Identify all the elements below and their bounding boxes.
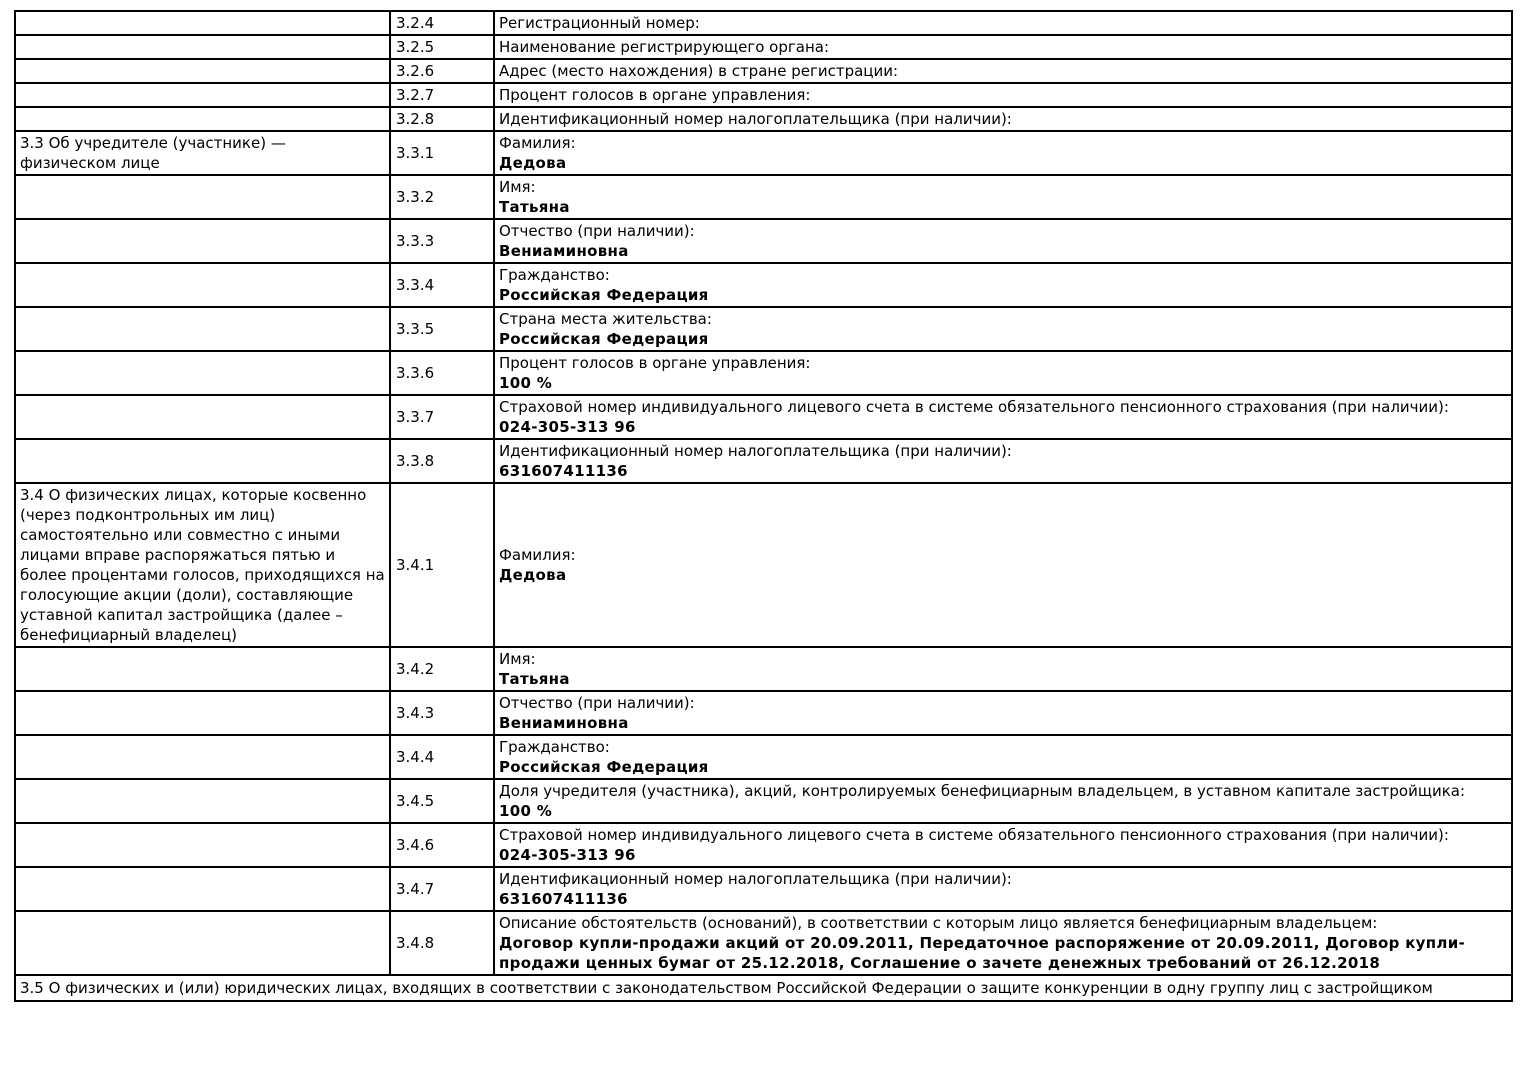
content-cell — [494, 59, 1512, 83]
section-label-cell — [15, 647, 390, 691]
content-cell — [494, 779, 1512, 823]
section-label-cell — [15, 83, 390, 107]
content-cell — [494, 263, 1512, 307]
content-cell — [494, 867, 1512, 911]
field-value: 024-305-313 96 — [499, 418, 636, 436]
field-label: Страховой номер индивидуального лицевого счета в системе обязательного пенсионного страхования (при наличии): — [499, 826, 1449, 844]
section-label-cell — [15, 911, 390, 975]
item-number-cell: 3.4.1 — [390, 483, 494, 647]
field-value: Дедова — [499, 566, 567, 584]
table-row — [15, 11, 1512, 35]
content-cell — [494, 131, 1512, 175]
item-number-cell: 3.3.6 — [390, 351, 494, 395]
content-cell — [494, 11, 1512, 35]
section-label-cell — [15, 395, 390, 439]
section-label-cell — [15, 175, 390, 219]
table-row — [15, 395, 1512, 439]
table-row — [15, 691, 1512, 735]
content-cell — [494, 823, 1512, 867]
field-value: 631607411136 — [499, 890, 628, 908]
field-label: Наименование регистрирующего органа: — [499, 38, 829, 56]
field-label: Имя: — [499, 178, 536, 196]
table-row — [15, 131, 1512, 175]
field-label: Фамилия: — [499, 546, 576, 564]
item-number-cell: 3.4.2 — [390, 647, 494, 691]
section-label-cell — [15, 691, 390, 735]
field-value: Татьяна — [499, 198, 570, 216]
content-cell — [494, 175, 1512, 219]
content-cell — [494, 351, 1512, 395]
item-number-cell: 3.3.1 — [390, 131, 494, 175]
field-value: Дедова — [499, 154, 567, 172]
table-row — [15, 83, 1512, 107]
section-label-cell — [15, 219, 390, 263]
field-value: Татьяна — [499, 670, 570, 688]
item-number-cell: 3.2.5 — [390, 35, 494, 59]
section-label-cell — [15, 35, 390, 59]
section-label-cell — [15, 823, 390, 867]
field-label: Фамилия: — [499, 134, 576, 152]
field-value: 631607411136 — [499, 462, 628, 480]
item-number-cell: 3.4.8 — [390, 911, 494, 975]
field-label: Процент голосов в органе управления: — [499, 86, 811, 104]
section-label-cell: 3.3 Об учредителе (участнике) — физическом лице — [15, 131, 390, 175]
content-cell — [494, 483, 1512, 647]
content-cell — [494, 735, 1512, 779]
item-number-cell: 3.3.5 — [390, 307, 494, 351]
content-cell — [494, 911, 1512, 975]
field-value: Российская Федерация — [499, 330, 709, 348]
item-number-cell: 3.3.8 — [390, 439, 494, 483]
field-value: Вениаминовна — [499, 242, 629, 260]
content-cell — [494, 83, 1512, 107]
field-value: Российская Федерация — [499, 758, 709, 776]
section-label-cell — [15, 351, 390, 395]
item-number-cell: 3.4.6 — [390, 823, 494, 867]
table-row — [15, 823, 1512, 867]
table-row — [15, 35, 1512, 59]
section-label-cell — [15, 307, 390, 351]
item-number-cell: 3.2.8 — [390, 107, 494, 131]
field-label: Отчество (при наличии): — [499, 694, 695, 712]
section-label-cell — [15, 11, 390, 35]
item-number-cell: 3.4.7 — [390, 867, 494, 911]
field-value: Российская Федерация — [499, 286, 709, 304]
field-value: 100 % — [499, 802, 553, 820]
section-label-cell — [15, 439, 390, 483]
section-label-cell: 3.4 О физических лицах, которые косвенно (через подконтрольных им лиц) самостоятельно или совместно с иными лицами вправе распоряжаться пятью и более процентами голосов, приходящихся на голосующие акции (доли), составляющие уставной капитал застройщика (далее – бенефициарный владелец) — [15, 483, 390, 647]
table-row — [15, 867, 1512, 911]
table-row — [15, 175, 1512, 219]
table-row — [15, 219, 1512, 263]
item-number-cell: 3.2.7 — [390, 83, 494, 107]
field-value: 024-305-313 96 — [499, 846, 636, 864]
content-cell — [494, 647, 1512, 691]
item-number-cell: 3.3.3 — [390, 219, 494, 263]
section-label-cell — [15, 867, 390, 911]
table-row — [15, 439, 1512, 483]
item-number-cell: 3.3.2 — [390, 175, 494, 219]
content-cell — [494, 35, 1512, 59]
field-label: Идентификационный номер налогоплательщика (при наличии): — [499, 442, 1012, 460]
item-number-cell: 3.2.6 — [390, 59, 494, 83]
field-label: Гражданство: — [499, 266, 610, 284]
item-number-cell: 3.2.4 — [390, 11, 494, 35]
table-row — [15, 107, 1512, 131]
field-label: Отчество (при наличии): — [499, 222, 695, 240]
content-cell — [494, 395, 1512, 439]
field-label: Адрес (место нахождения) в стране регистрации: — [499, 62, 899, 80]
field-label: Описание обстоятельств (оснований), в соответствии с которым лицо является бенефициарным владельцем: — [499, 914, 1378, 932]
content-cell — [494, 219, 1512, 263]
table-row — [15, 307, 1512, 351]
field-label: Регистрационный номер: — [499, 14, 700, 32]
field-label: Страховой номер индивидуального лицевого счета в системе обязательного пенсионного страхования (при наличии): — [499, 398, 1449, 416]
field-label: Идентификационный номер налогоплательщика (при наличии): — [499, 870, 1012, 888]
section-label-cell — [15, 263, 390, 307]
field-label: Идентификационный номер налогоплательщика (при наличии): — [499, 110, 1012, 128]
footer-cell: 3.5 О физических и (или) юридических лицах, входящих в соответствии с законодательством Российской Федерации о защите конкуренции в одну группу лиц с застройщиком — [15, 975, 1512, 1001]
table-row — [15, 351, 1512, 395]
table-footer-row — [15, 975, 1512, 1001]
item-number-cell: 3.4.4 — [390, 735, 494, 779]
field-label: Процент голосов в органе управления: — [499, 354, 811, 372]
content-cell — [494, 107, 1512, 131]
table-row — [15, 647, 1512, 691]
section-label-cell — [15, 107, 390, 131]
table-row — [15, 735, 1512, 779]
table-row — [15, 59, 1512, 83]
item-number-cell: 3.3.7 — [390, 395, 494, 439]
field-value: Вениаминовна — [499, 714, 629, 732]
item-number-cell: 3.4.3 — [390, 691, 494, 735]
content-cell — [494, 691, 1512, 735]
field-value: Договор купли-продажи акций от 20.09.2011, Передаточное распоряжение от 20.09.2011, Договор купли-продажи ценных бумаг от 25.12.2018, Соглашение о зачете денежных требований от 26.12.2018 — [499, 934, 1466, 972]
section-label-cell — [15, 59, 390, 83]
content-cell — [494, 307, 1512, 351]
section-label-cell — [15, 735, 390, 779]
field-value: 100 % — [499, 374, 553, 392]
table-body — [15, 11, 1512, 1001]
field-label: Страна места жительства: — [499, 310, 712, 328]
field-label: Имя: — [499, 650, 536, 668]
field-label: Доля учредителя (участника), акций, контролируемых бенефициарным владельцем, в уставном капитале застройщика: — [499, 782, 1466, 800]
item-number-cell: 3.3.4 — [390, 263, 494, 307]
table-row — [15, 779, 1512, 823]
content-cell — [494, 439, 1512, 483]
section-label-cell — [15, 779, 390, 823]
table-row — [15, 911, 1512, 975]
table-row — [15, 483, 1512, 647]
table-row — [15, 263, 1512, 307]
field-label: Гражданство: — [499, 738, 610, 756]
item-number-cell: 3.4.5 — [390, 779, 494, 823]
developer-disclosure-table — [14, 10, 1513, 1002]
